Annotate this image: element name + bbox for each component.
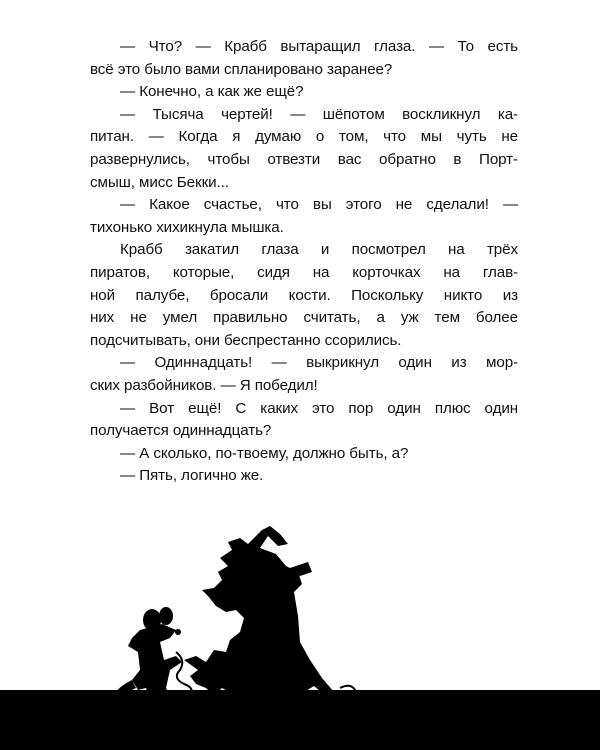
- text-line: пиратов, которые, сидя на корточках на глав-: [90, 263, 518, 281]
- text-line: развернулись, чтобы отвезти вас обратно в Порт-: [90, 150, 518, 168]
- text-line: тихонько хихикнула мышка.: [90, 218, 284, 236]
- text-line: — Одиннадцать! — выкрикнул один из мор-: [120, 354, 518, 372]
- text-line: питан. — Когда я думаю о том, что мы чуть не: [90, 128, 518, 146]
- text-line: смыш, мисс Бекки...: [90, 173, 229, 191]
- paragraph: [90, 194, 518, 239]
- story-text: [90, 36, 518, 488]
- paragraph: [90, 36, 518, 81]
- text-line: Крабб закатил глаза и посмотрел на трёх: [120, 241, 518, 259]
- text-line: — Конечно, а как же ещё?: [120, 83, 304, 101]
- paragraph: [90, 465, 518, 488]
- text-line: всё это было вами спланировано заранее?: [90, 60, 393, 78]
- paragraph: [90, 239, 518, 352]
- paragraph: [90, 81, 518, 104]
- text-line: — А сколько, по-твоему, должно быть, а?: [120, 444, 409, 462]
- deck-floor: [0, 690, 600, 750]
- text-line: — Вот ещё! С каких это пор один плюс один: [120, 399, 518, 417]
- text-line: — Пять, логично же.: [120, 467, 264, 485]
- text-line: — Какое счастье, что вы этого не сделали! —: [120, 196, 518, 214]
- paragraph: [90, 104, 518, 194]
- text-line: — Что? — Крабб вытаращил глаза. — То есть: [120, 38, 518, 55]
- paragraph: [90, 443, 518, 466]
- text-line: них не умел правильно считать, а уж тем более: [90, 309, 518, 327]
- text-line: ной палубе, бросали кости. Поскольку никто из: [90, 286, 518, 304]
- text-line: ских разбойников. — Я победил!: [90, 376, 318, 394]
- paragraph: [90, 398, 518, 443]
- text-line: получается одиннадцать?: [90, 422, 272, 440]
- text-line: подсчитывать, они беспрестанно ссорились.: [90, 331, 402, 349]
- text-line: — Тысяча чертей! — шёпотом воскликнул ка-: [120, 105, 518, 123]
- paragraph: [90, 352, 518, 397]
- mouse-silhouette: [112, 607, 182, 703]
